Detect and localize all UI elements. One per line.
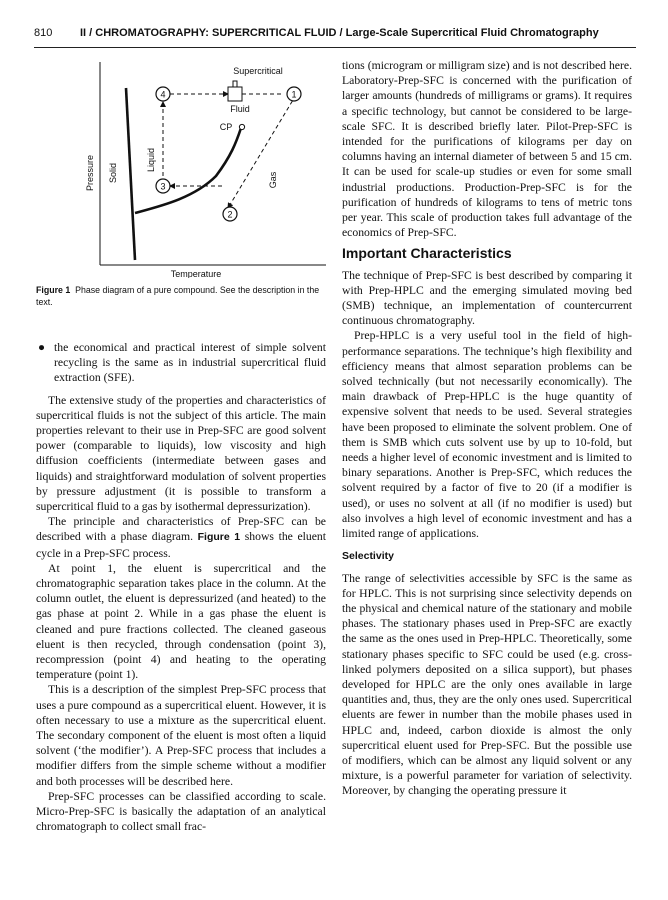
paragraph: Prep-SFC processes can be classified according to scale. Micro-Prep-SFC is basically the adaptation of an analytical chromatograph to collect small frac- (36, 789, 326, 834)
paragraph: The range of selectivities accessible by SFC is the same as for HPLC. This is not surprising since selectivity depends on the physical and chemical nature of the stationary and mobile phases. The stationary phases used in Prep-SFC are exactly the same as the ones used in Prep-HPLC. Theoretically, some stationary phases specific to SFC could be used (e.g. cross-linked polymers deposited on a silica support), but phases developed for HPLC are the only ones available in large quantities and, thus, they are the only ones used. Supercritical eluents are fewer in number than the mobile phases used in HPLC and, indeed, carbon dioxide is almost the only supercritical eluent used for Prep-SFC. But the possible use of modifiers, which can be almost any liquid solvent or any mixture, is a powerful parameter for variation of selectivity. Moreover, by changing the operating pressure it (342, 571, 632, 798)
figure-caption-label: Figure 1 (36, 285, 71, 295)
phase-diagram (36, 58, 326, 278)
column-icon-inlet (233, 81, 237, 87)
supercritical-label: Supercritical (233, 66, 283, 76)
header-rule (34, 47, 636, 48)
paragraph: Prep-HPLC is a very useful tool in the field of high-performance separations. The technique’s high flexibility and efficiency means that almost separation problems can be solved technically (but not necessarily economically). The main drawback of Prep-HPLC is the huge quantity of expensive solvent that needs to be used. Several strategies have been proposed to eliminate the solvent problem. One of them is SMB which cuts solvent use by up to 10-fold, but needs a higher level of economic investment and is limited to binary separations. Another is Prep-SFC, which reduces the solvent required by a factor of five to 20 (if a modifier is used), or uses no solvent at all (if no modifier is used) but also involves a high level of economic investment and has a limited range of applications. (342, 329, 632, 541)
figure-caption-text: Phase diagram of a pure compound. See the description in the text. (36, 285, 320, 307)
critical-point-marker (239, 124, 244, 129)
paragraph: The principle and characteristics of Prep-SFC can be described with a phase diagram. Figure 1 shows the eluent cycle in a Prep-SFC process. (36, 515, 327, 560)
liquid-region-label: Liquid (146, 147, 156, 173)
paragraph: At point 1, the eluent is supercritical and the chromatographic separation takes place in the column. At the column outlet, the eluent is depressurized (and heated) to the gas phase at point 2. While in a gas phase the eluent is cleaned and pure fractions collected. The cleaned gaseous eluent is then recycled, through condensation (point 3), recompression (point 4) and heating to the operating temperature (point 1). (36, 561, 326, 682)
bullet-text: the economical and practical interest of simple solvent recycling is the same as in industrial supercritical fluid extraction (SFE). (54, 341, 326, 385)
cp-label: CP (219, 122, 233, 132)
figure-caption (36, 284, 326, 308)
figure-reference: Figure 1 (197, 531, 241, 544)
pressure-axis-label: Pressure (85, 154, 95, 192)
point-2-label: 2 (227, 209, 233, 220)
running-header (34, 27, 634, 43)
paragraph: The extensive study of the properties and characteristics of supercritical fluids is not the subject of this article. The main properties relevant to their use in Prep-SFC are good solvent power (comparable to liquids), low viscosity and high diffusion coefficients (intermediate between gases and liquids) and straightforward modulation of solvent properties by pressure adjustment (it is possible to transform a supercritical fluid to a gas by isothermal depressurization). (36, 393, 326, 514)
fluid-label: Fluid (230, 104, 250, 114)
bullet-dot: ● (38, 341, 46, 354)
solid-region-label: Solid (108, 162, 118, 184)
paragraph: tions (microgram or milligram size) and is not described here. Laboratory-Prep-SFC is concerned with the purification of larger amounts (hundreds of milligrams or grams). It requires a specific technology, but cannot be considered to be large-scale SFC. It is described briefly later. Pilot-Prep-SFC is intended for the purifications of kilograms per day on columns having an internal diameter of between 5 and 15 cm. It can be used for scale-up studies or even for some small industrial productions. Production-Prep-SFC is for the purification of hundreds of kilograms to tens of metric tons per year. This scale of production takes full advantage of the economics of Prep-SFC. (342, 59, 632, 240)
fusion-curve (126, 88, 135, 260)
page-number: 810 (34, 27, 53, 39)
figure-1 (36, 58, 326, 322)
left-column (36, 340, 326, 835)
point-1-label: 1 (291, 89, 297, 100)
temperature-axis-label: Temperature (170, 269, 222, 278)
point-3-label: 3 (160, 181, 166, 192)
section-heading: Important Characteristics (342, 245, 512, 262)
running-title: II / CHROMATOGRAPHY: SUPERCRITICAL FLUID / Large-Scale Supercritical Fluid Chromatography (80, 27, 599, 39)
right-column (342, 58, 632, 799)
column-icon (228, 87, 242, 101)
paragraph: The technique of Prep-SFC is best described by comparing it with Prep-HPLC and the emerging simulated moving bed (SMB) technique, an implementation of countercurrent continuous chromatography. (342, 268, 632, 328)
bullet-item (36, 340, 326, 386)
gas-region-label: Gas (268, 171, 278, 189)
paragraph: This is a description of the simplest Prep-SFC process that uses a pure compound as a supercritical eluent. However, it is often necessary to use a mixture as the supercritical eluent. The secondary component of the eluent is most often a liquid solvent (‘the modifier’). A Prep-SFC process that includes a modifier differs from the simple scheme without a modifier and both processes will be described here. (36, 683, 326, 788)
subsection-heading: Selectivity (342, 550, 394, 563)
point-4-label: 4 (160, 89, 166, 100)
